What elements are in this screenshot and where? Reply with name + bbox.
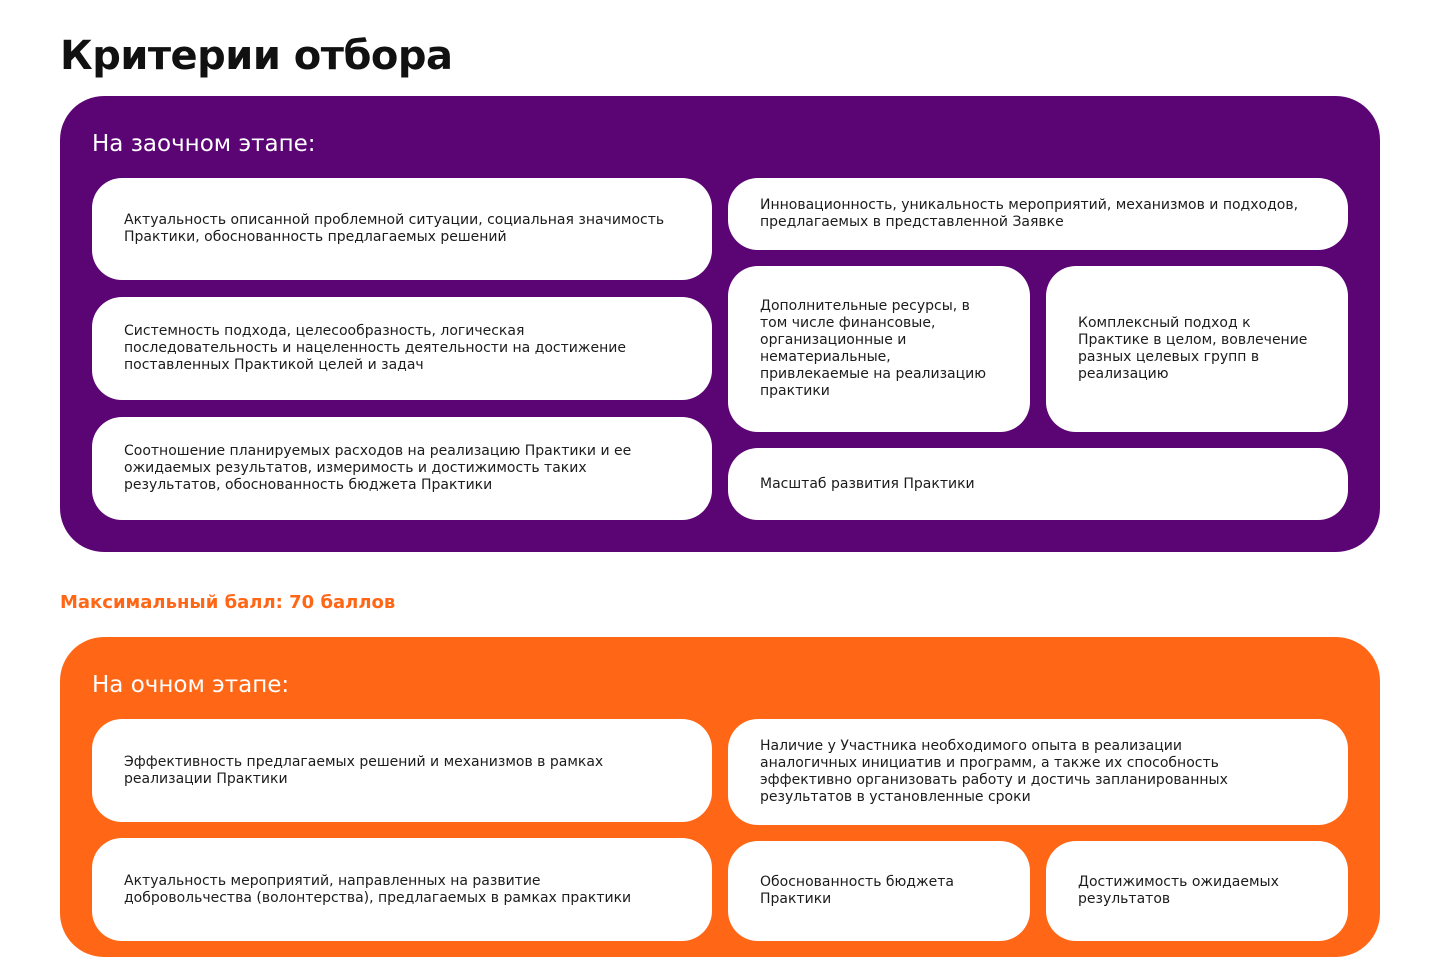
criterion-text: Комплексный подход к Практике в целом, вовлечение разных целевых групп в реализацию [1078, 315, 1308, 382]
criterion-text: Соотношение планируемых расходов на реализацию Практики и ее ожидаемых результатов, измеримость и достижимость таких результатов, обоснованность бюджета Практики [124, 443, 632, 493]
criterion-card-achievability [1046, 841, 1348, 941]
max-score-label: Максимальный балл: 70 баллов [60, 592, 396, 613]
criterion-text: Системность подхода, целесообразность, логическая последовательность и нацеленность деятельности на достижение поставленных Практикой целей и задач [124, 323, 626, 373]
criterion-card-effectiveness [92, 719, 712, 822]
criterion-text: Наличие у Участника необходимого опыта в реализации аналогичных инициатив и программ, а также их способность эффективно организовать работу и достичь запланированных результатов в установленные сроки [760, 738, 1228, 805]
criterion-text: Обоснованность бюджета Практики [760, 874, 954, 907]
criterion-card-resources [728, 266, 1030, 432]
criterion-card-budget-ratio [92, 417, 712, 520]
criterion-card-experience [728, 719, 1348, 825]
correspondence-stage-title: На заочном этапе: [92, 131, 316, 157]
criterion-card-innovation [728, 178, 1348, 250]
page-title: Критерии отбора [60, 33, 453, 79]
criterion-card-relevance [92, 178, 712, 280]
correspondence-stage-panel [60, 96, 1380, 552]
in-person-stage-title: На очном этапе: [92, 672, 290, 698]
criterion-card-systematic [92, 297, 712, 400]
criterion-text: Инновационность, уникальность мероприятий, механизмов и подходов, предлагаемых в представленной Заявке [760, 197, 1299, 230]
criterion-text: Актуальность описанной проблемной ситуации, социальная значимость Практики, обоснованность предлагаемых решений [124, 212, 665, 245]
criterion-text: Масштаб развития Практики [760, 475, 975, 492]
criterion-text: Актуальность мероприятий, направленных на развитие добровольчества (волонтерства), предлагаемых в рамках практики [124, 872, 632, 906]
criterion-card-scale [728, 448, 1348, 520]
in-person-stage-panel [60, 637, 1380, 957]
criterion-text: Дополнительные ресурсы, в том числе финансовые, организационные и нематериальные, привлекаемые на реализацию практики [760, 298, 987, 399]
criterion-card-volunteering [92, 838, 712, 941]
criterion-text: Эффективность предлагаемых решений и механизмов в рамках реализации Практики [124, 753, 604, 787]
criterion-card-budget-justification [728, 841, 1030, 941]
criterion-card-complex-approach [1046, 266, 1348, 432]
criterion-text: Достижимость ожидаемых результатов [1078, 874, 1279, 907]
